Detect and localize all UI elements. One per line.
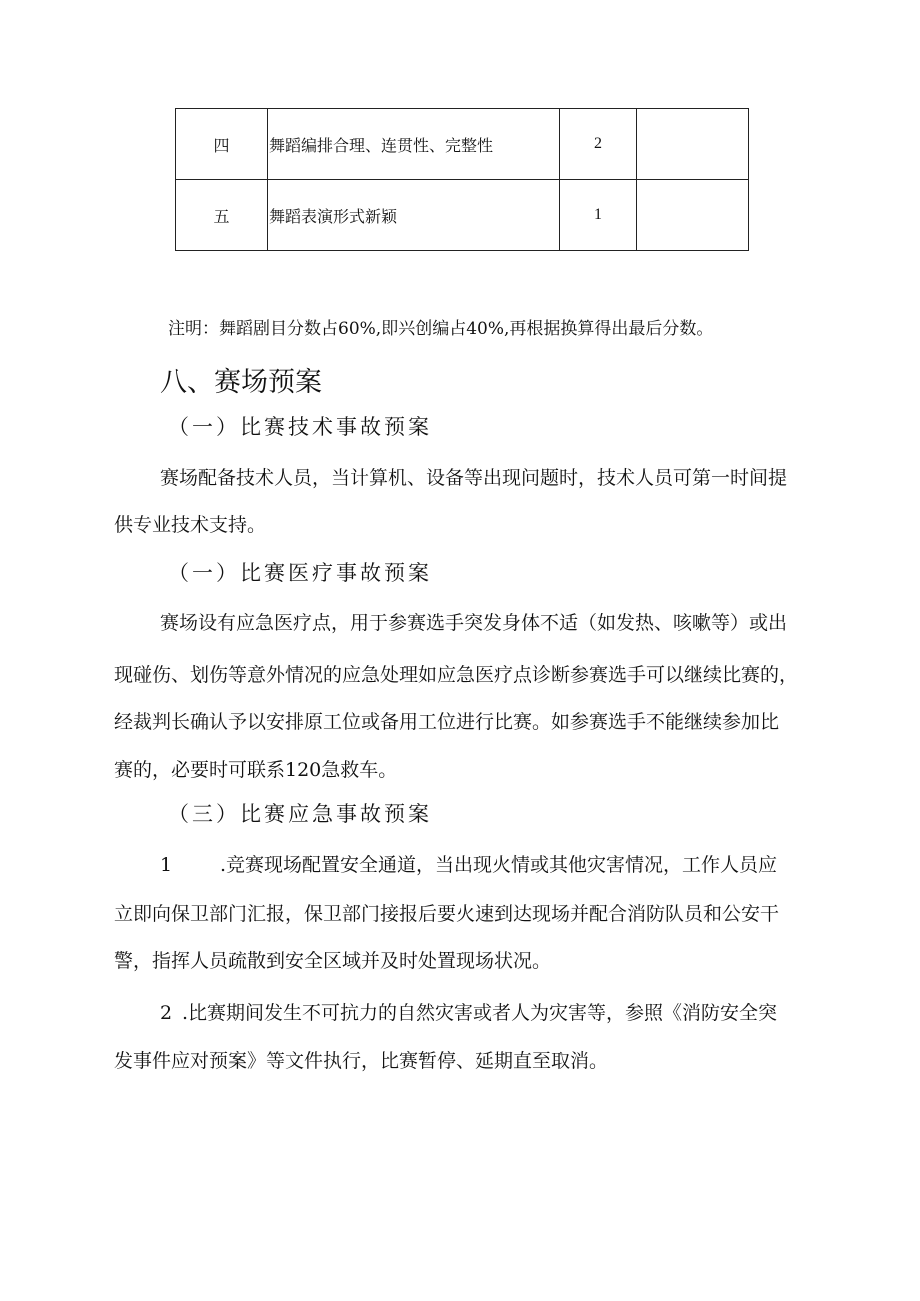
- score-table: [175, 108, 749, 251]
- note-text: 注明：舞蹈剧目分数占60%,即兴创编占40%,再根据换算得出最后分数。: [168, 319, 714, 339]
- item1-line: 立即向保卫部门汇报，保卫部门接报后要火速到达现场并配合消防队员和公安干: [114, 903, 780, 925]
- sub2-line: 现碰伤、划伤等意外情况的应急处理如应急医疗点诊断参赛选手可以继续比赛的，: [114, 664, 799, 686]
- row-blank: [637, 109, 749, 180]
- sub1-line: 供专业技术支持。: [114, 514, 267, 536]
- table-row: [176, 109, 749, 180]
- sub2-line: 经裁判长确认予以安排原工位或备用工位进行比赛。如参赛选手不能继续参加比: [114, 711, 780, 733]
- item1-text: .竞赛现场配置安全通道，当出现火情或其他灾害情况，工作人员应: [220, 854, 778, 876]
- sub1-line: 赛场配备技术人员，当计算机、设备等出现问题时，技术人员可第一时间提: [160, 467, 788, 489]
- row-item: 舞蹈表演形式新颖: [268, 180, 560, 251]
- sub2-line: 赛场设有应急医疗点，用于参赛选手突发身体不适（如发热、咳嗽等）或出: [160, 612, 788, 634]
- item1-first-line: [160, 850, 852, 877]
- sub2-title: （一）比赛医疗事故预案: [168, 561, 432, 585]
- row-score: 2: [560, 109, 637, 180]
- item2-line: 发事件应对预案》等文件执行，比赛暂停、延期直至取消。: [114, 1050, 609, 1072]
- table-row: [176, 180, 749, 251]
- row-number: 四: [176, 109, 268, 180]
- item1-number: 1: [160, 854, 173, 876]
- row-item: 舞蹈编排合理、连贯性、完整性: [268, 109, 560, 180]
- sub2-line: 赛的，必要时可联系120急救车。: [114, 759, 398, 781]
- sub1-title: （一）比赛技术事故预案: [168, 415, 432, 439]
- item1-line: 警，指挥人员疏散到安全区域并及时处置现场状况。: [114, 950, 552, 972]
- row-score: 1: [560, 180, 637, 251]
- sub3-title: （三）比赛应急事故预案: [168, 802, 432, 826]
- item2-first-line: [160, 998, 852, 1025]
- row-blank: [637, 180, 749, 251]
- section-title: 八、赛场预案: [160, 367, 322, 398]
- item2-number: 2: [160, 1002, 173, 1024]
- row-number: 五: [176, 180, 268, 251]
- item2-text: .比赛期间发生不可抗力的自然灾害或者人为灾害等，参照《消防安全突: [182, 1002, 778, 1024]
